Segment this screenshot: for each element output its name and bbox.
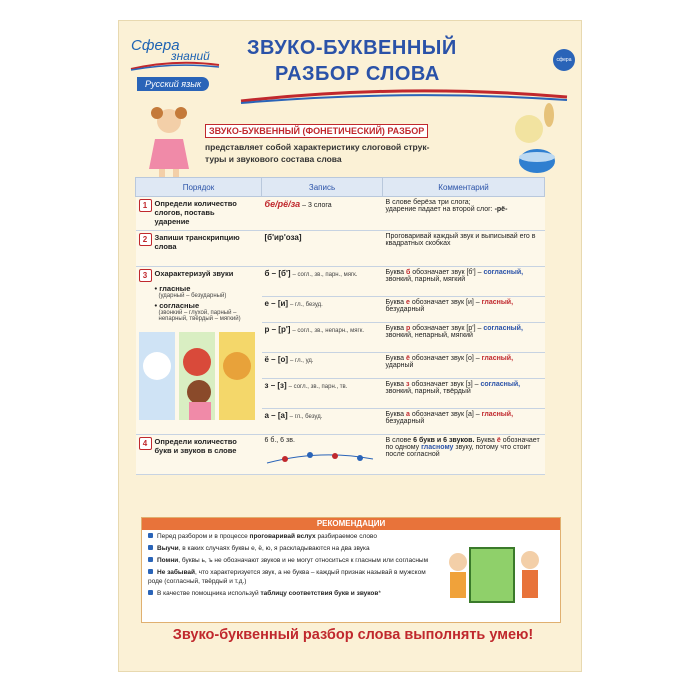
drummer-animals-icon xyxy=(499,101,569,181)
page-title-line-2: РАЗБОР СЛОВА xyxy=(275,63,440,85)
sound-pair: з – [з] xyxy=(264,381,287,390)
stressed-syllable: -рё- xyxy=(494,206,508,213)
recommendation-text: Перед разбором и в процессе xyxy=(157,533,248,540)
step-2-comment: Проговаривай каждый звук и выписывай его в квадратных скобках xyxy=(383,231,545,267)
sound-kind: согласный, xyxy=(483,269,524,276)
page-title-line-1: ЗВУКО-БУКВЕННЫЙ xyxy=(247,37,457,59)
poster xyxy=(118,20,582,672)
recommendation-item xyxy=(148,568,433,586)
letter: а xyxy=(406,411,410,418)
step-text: Определи количество слогов, поставь ударение xyxy=(154,199,237,226)
music-notes-icon xyxy=(265,447,375,467)
step-1-record xyxy=(262,197,383,231)
seasons-birch-picture-icon xyxy=(139,332,255,420)
sound-pair: е – [и] xyxy=(264,299,289,308)
recommendation-bold: таблицу соответствия букв и звуков xyxy=(260,590,379,597)
step-number: 4 xyxy=(139,437,152,450)
comment-text: звонкий, непарный, мягкий xyxy=(385,332,473,339)
letter: ё xyxy=(496,437,501,444)
comment-text: Буква xyxy=(385,299,405,306)
sound-desc: – гл., уд. xyxy=(290,358,314,364)
table-row-sound-b xyxy=(136,267,545,297)
recommendation-text: В качестве помощника используй xyxy=(157,590,259,597)
table-row-step-4 xyxy=(136,435,545,475)
letter: ё xyxy=(406,355,410,362)
step-3-cell xyxy=(136,267,262,435)
sound-desc: – гл., безуд. xyxy=(289,414,323,420)
recommendation-item xyxy=(148,532,433,541)
letter: е xyxy=(406,299,410,306)
comment-text: безударный xyxy=(385,306,425,313)
syllable-note: – 3 слога xyxy=(302,202,332,209)
table-row-step-2 xyxy=(136,231,545,267)
column-header-record: Запись xyxy=(262,178,383,197)
logo-word-2: знаний xyxy=(171,49,210,63)
recommendation-text: разбираемое слово xyxy=(317,533,377,540)
step-number: 3 xyxy=(139,269,152,282)
step-number: 1 xyxy=(139,199,152,212)
definition-text xyxy=(205,141,495,165)
bullet-icon xyxy=(148,533,153,538)
sound-kind: гласному xyxy=(421,444,454,451)
recommendation-bold: Выучи xyxy=(157,545,179,552)
definition-line-2: туры и звукового состава слова xyxy=(205,154,342,164)
step-4-comment xyxy=(383,435,545,475)
sound-pair: ё – [о] xyxy=(264,355,289,364)
comment-text: обозначает по одному xyxy=(385,437,540,451)
sound-record xyxy=(262,409,383,435)
sound-record xyxy=(262,379,383,409)
footer-slogan: Звуко-буквенный разбор слова выполнять умею! xyxy=(172,627,534,643)
recommendation-bold: проговаривай вслух xyxy=(249,533,316,540)
consonants-note: (звонкий – глухой, парный – непарный, твёрдый – мягкий) xyxy=(158,310,241,322)
step-1-cell xyxy=(136,197,262,231)
sound-pair: р – [р'] xyxy=(264,325,291,334)
sound-record xyxy=(262,267,383,297)
consonants-label: • согласные xyxy=(154,301,200,310)
step-1-comment xyxy=(383,197,545,231)
sound-kind: гласный, xyxy=(481,355,514,362)
bullet-icon xyxy=(148,557,153,562)
comment-line-1: В слове берёза три слога; xyxy=(385,199,471,206)
definition-title: ЗВУКО-БУКВЕННЫЙ (ФОНЕТИЧЕСКИЙ) РАЗБОР xyxy=(205,124,428,138)
logo-word-1: Сфера xyxy=(131,37,180,54)
vowels-label: • гласные xyxy=(154,284,191,293)
column-header-comment: Комментарий xyxy=(383,178,545,197)
sound-pair: б – [б'] xyxy=(264,269,291,278)
comment-text: звуку, потому что стоит после согласной xyxy=(385,444,531,458)
sound-comment xyxy=(383,353,545,379)
sound-desc: – согл., зв., парн., мягк. xyxy=(292,272,358,278)
comment-text: обозначает звук [б'] – xyxy=(412,269,482,276)
step-2-cell xyxy=(136,231,262,267)
recommendation-text: * xyxy=(378,590,381,597)
step-text: Определи количество букв и звуков в слове xyxy=(154,437,237,455)
sound-desc: – согл., зв., непарн., мягк. xyxy=(292,328,365,334)
kids-with-board-icon xyxy=(440,538,550,618)
comment-text: обозначает звук [о] – xyxy=(411,355,480,362)
step-4-record xyxy=(262,435,383,475)
comment-text: обозначает звук [а] – xyxy=(411,411,480,418)
count-summary: 6 букв и 6 звуков. xyxy=(413,437,475,444)
recommendation-bold: Помни xyxy=(157,557,179,564)
sound-comment xyxy=(383,267,545,297)
comment-text: Буква xyxy=(476,437,495,444)
comment-text: обозначает звук [р'] – xyxy=(412,325,482,332)
step-4-cell xyxy=(136,435,262,475)
recommendations-list xyxy=(142,532,433,598)
comment-text: Буква xyxy=(385,411,405,418)
definition-line-1: представляет собой характеристику слоговой струк- xyxy=(205,142,430,152)
comment-text: ударный xyxy=(385,362,414,369)
comment-text: обозначает звук [и] – xyxy=(411,299,480,306)
comment-text: безударный xyxy=(385,418,425,425)
recommendation-text: , в каких случаях буквы е, ё, ю, я раскладываются на два звука xyxy=(178,545,370,552)
recommendation-item xyxy=(148,544,433,553)
sound-comment xyxy=(383,409,545,435)
step-text: Запиши транскрипцию слова xyxy=(154,233,240,251)
comment-text: звонкий, парный, твёрдый xyxy=(385,388,471,395)
sound-desc: – гл., безуд. xyxy=(290,302,323,308)
subject-tag: Русский язык xyxy=(137,77,209,91)
sound-comment xyxy=(383,379,545,409)
sound-kind: гласный, xyxy=(481,299,514,306)
comment-text: Буква xyxy=(385,269,405,276)
sound-pair: а – [а] xyxy=(264,411,288,420)
sound-kind: согласный, xyxy=(483,325,523,332)
recommendation-item xyxy=(148,556,433,565)
sound-record xyxy=(262,297,383,323)
comment-text: звонкий, парный, мягкий xyxy=(385,276,466,283)
recommendation-text: , буквы ь, ъ не обозначают звуков и не могут относиться к гласным или согласным xyxy=(178,557,429,564)
sound-comment xyxy=(383,323,545,353)
recommendations-box xyxy=(141,517,561,623)
bullet-icon xyxy=(148,590,153,595)
definition-box xyxy=(205,121,495,169)
sound-kind: гласный, xyxy=(481,411,514,418)
sound-record xyxy=(262,323,383,353)
step-number: 2 xyxy=(139,233,152,246)
bullet-icon xyxy=(148,569,153,574)
column-header-order: Порядок xyxy=(136,178,262,197)
sound-desc: – согл., зв., парн., тв. xyxy=(288,384,348,390)
syllable-record: бе/рё/за xyxy=(264,199,301,209)
comment-text: Буква xyxy=(385,325,405,332)
comment-text: Буква xyxy=(385,381,405,388)
recommendation-text: , что характеризуется звук, а не буква – каждый признак называй в мужском роде (согласный, твёрдый и т.д.) xyxy=(148,569,426,585)
letter: б xyxy=(406,269,411,276)
girl-illustration-icon xyxy=(135,99,205,189)
recommendation-item xyxy=(148,589,433,598)
comment-text: Буква xyxy=(385,355,405,362)
comment-line-2: ударение падает на второй слог: xyxy=(385,206,493,213)
step-text: Охарактеризуй звуки xyxy=(154,269,234,278)
sound-record xyxy=(262,353,383,379)
sound-kind: согласный, xyxy=(480,381,521,388)
sound-comment xyxy=(383,297,545,323)
analysis-table xyxy=(135,177,545,475)
publisher-badge: сфера xyxy=(553,49,575,71)
table-header-row xyxy=(136,178,545,197)
bullet-icon xyxy=(148,545,153,550)
comment-text: обозначает звук [з] – xyxy=(411,381,479,388)
recommendation-bold: Не забывай xyxy=(157,569,195,576)
logo-swoosh-icon xyxy=(129,61,221,71)
letter: з xyxy=(406,381,410,388)
letter: р xyxy=(406,325,411,332)
count-record: 6 б., 6 зв. xyxy=(264,437,295,444)
transcription: [б'ир'оза] xyxy=(262,231,383,267)
vowels-note: (ударный – безударный) xyxy=(158,293,227,299)
comment-text: В слове xyxy=(385,437,412,444)
recommendations-header: РЕКОМЕНДАЦИИ xyxy=(142,518,560,530)
table-row-step-1 xyxy=(136,197,545,231)
